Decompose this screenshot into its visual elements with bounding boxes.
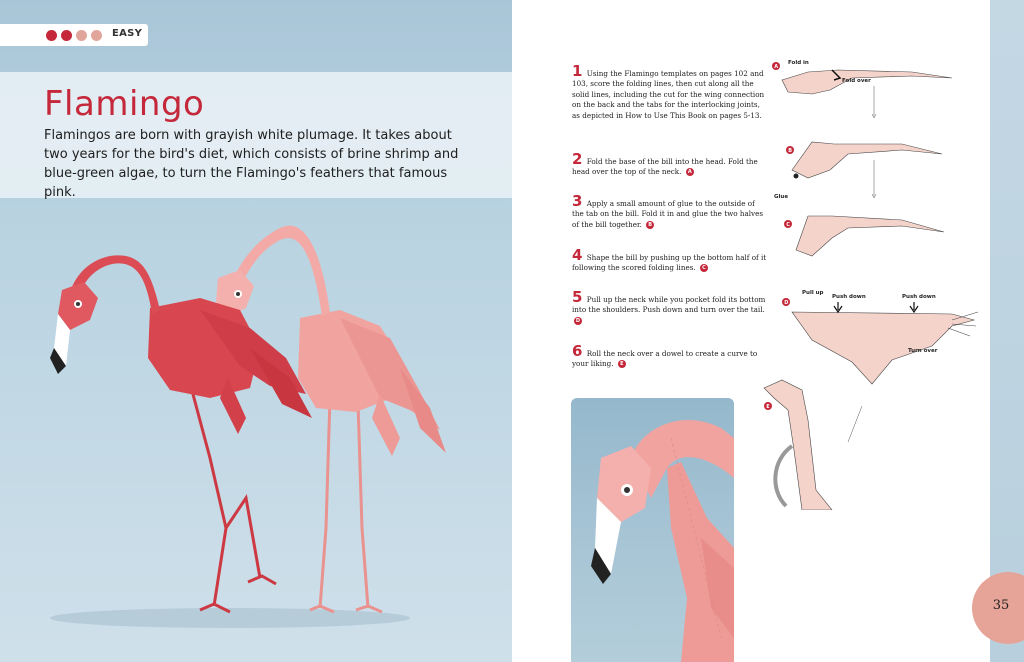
step-ref-badge: B bbox=[646, 221, 654, 229]
flamingo-closeup-photo bbox=[571, 398, 734, 662]
closeup-illustration bbox=[571, 398, 734, 662]
step-3 bbox=[572, 192, 768, 230]
difficulty-indicator bbox=[0, 24, 148, 46]
diagram-label-push-down-1: Push down bbox=[832, 294, 866, 300]
diagram-letter-b: B bbox=[788, 147, 793, 154]
step-6 bbox=[572, 342, 768, 370]
step-text: Pull up the neck while you pocket fold its bottom into the shoulders. Push down and turn over the tail. bbox=[572, 295, 766, 315]
diagram-label-fold-in: Fold in bbox=[788, 60, 809, 66]
step-text: Apply a small amount of glue to the outside of the tab on the bill. Fold it in and glue the two halves of the bill together. bbox=[572, 199, 764, 229]
page-edge-strip bbox=[990, 0, 1024, 662]
diagram-a bbox=[772, 60, 952, 118]
diagram-letter-d: D bbox=[784, 299, 789, 306]
folding-diagrams bbox=[752, 50, 992, 510]
step-number: 2 bbox=[572, 150, 583, 168]
page-number: 35 bbox=[992, 598, 1010, 613]
diagram-label-fold-over: Fold over bbox=[842, 78, 871, 84]
step-ref-badge: C bbox=[700, 264, 708, 272]
difficulty-label: EASY bbox=[112, 28, 143, 39]
diagram-label-pull-up: Pull up bbox=[802, 290, 824, 296]
step-text: Fold the base of the bill into the head. Fold the head over the top of the neck. bbox=[572, 157, 758, 177]
step-2 bbox=[572, 150, 768, 178]
diagram-d bbox=[782, 290, 978, 384]
difficulty-dot bbox=[91, 30, 102, 41]
diagram-label-turn-over: Turn over bbox=[908, 348, 938, 354]
diagram-label-push-down-2: Push down bbox=[902, 294, 936, 300]
flamingo-photo bbox=[0, 198, 512, 662]
step-number: 4 bbox=[572, 246, 583, 264]
step-number: 1 bbox=[572, 62, 583, 80]
step-ref-badge: D bbox=[575, 317, 581, 324]
step-ref-badge: E bbox=[618, 360, 626, 368]
red-flamingo-model bbox=[50, 255, 312, 612]
intro-text: Flamingos are born with grayish white plumage. It takes about two years for the bird's diet, which consists of brine shrimp and blue-green algae, to turn the Flamingo's feathers that famous pink. bbox=[44, 128, 459, 200]
step-5 bbox=[572, 288, 768, 326]
step-text: Using the Flamingo templates on pages 102 and 103, score the folding lines, then cut along all the solid lines, including the cut for the wing connection on the back and the tabs for the interlocking joints, as depicted in How to Use This Book on pages 5-13. bbox=[572, 69, 765, 120]
difficulty-dot bbox=[61, 30, 72, 41]
step-ref-badge: A bbox=[686, 168, 694, 176]
diagram-letter-c: C bbox=[786, 221, 790, 228]
page-title: Flamingo bbox=[44, 84, 205, 124]
step-number: 3 bbox=[572, 192, 583, 210]
step-text: Shape the bill by pushing up the bottom half of it following the scored folding lines. bbox=[572, 253, 767, 273]
diagram-label-glue: Glue bbox=[774, 194, 789, 200]
difficulty-dot bbox=[76, 30, 87, 41]
diagram-c bbox=[784, 216, 944, 256]
diagram-b bbox=[774, 142, 942, 200]
diagram-e bbox=[764, 380, 862, 510]
step-number: 6 bbox=[572, 342, 583, 360]
step-1 bbox=[572, 62, 768, 121]
difficulty-dot bbox=[46, 30, 57, 41]
diagram-letter-e: E bbox=[766, 403, 770, 410]
step-text: Roll the neck over a dowel to create a curve to your liking. bbox=[572, 349, 758, 369]
diagram-letter-a: A bbox=[774, 63, 779, 70]
step-number: 5 bbox=[572, 288, 583, 306]
step-4 bbox=[572, 246, 768, 274]
